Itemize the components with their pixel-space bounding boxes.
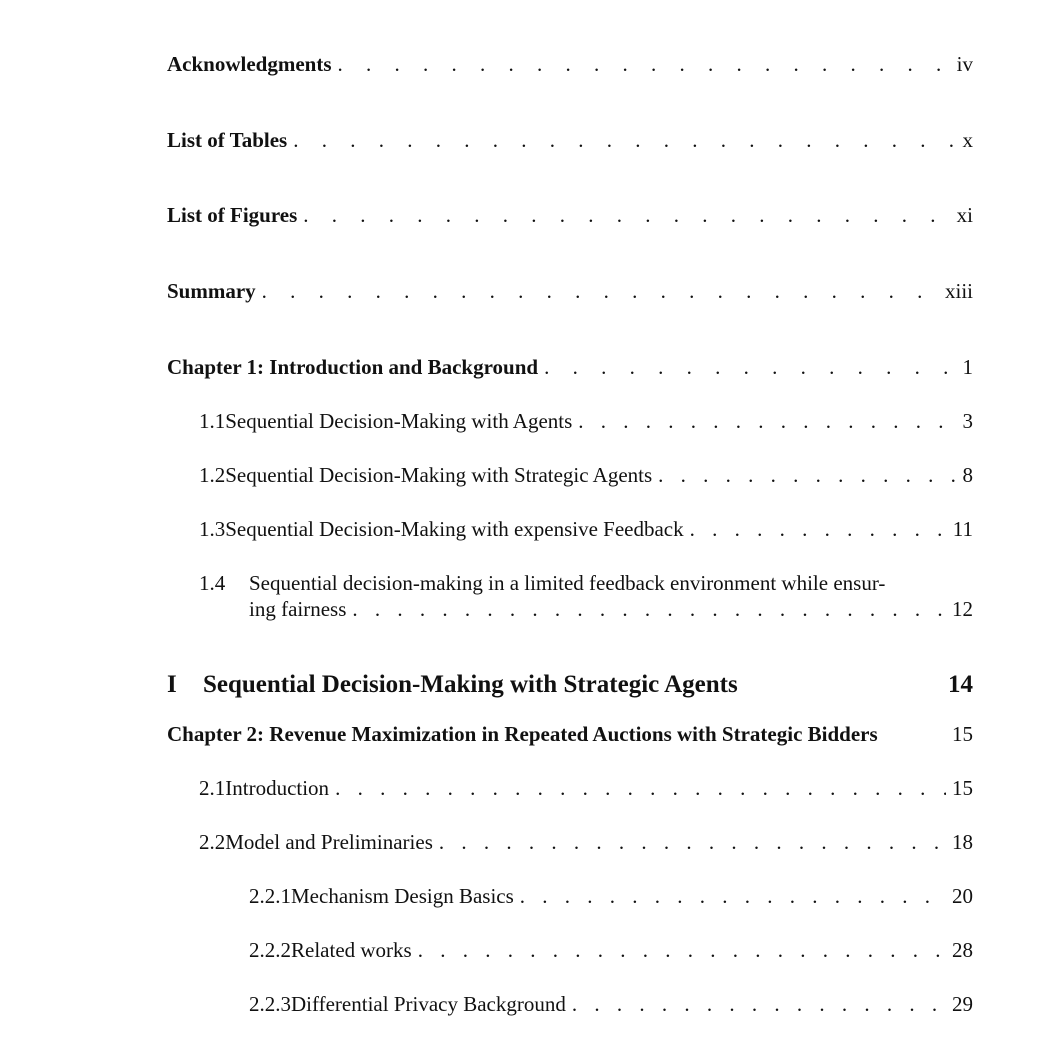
- subsection-title: Related works: [291, 938, 412, 962]
- section-number: 1.4: [199, 571, 226, 595]
- subsection-number: 2.2.2: [249, 938, 291, 962]
- subsection-number: 2.2.3: [249, 992, 291, 1016]
- toc-entry-page: 1: [962, 355, 973, 379]
- dot-leader: [578, 409, 956, 434]
- part-number: I: [167, 671, 177, 698]
- toc-section-2-2[interactable]: [0, 830, 1043, 855]
- section-page: 12: [952, 597, 973, 621]
- toc-subsection-2-2-2[interactable]: [0, 938, 1043, 963]
- dot-leader: [520, 884, 946, 909]
- part-page: 14: [948, 671, 973, 698]
- subsection-title: Mechanism Design Basics: [291, 884, 514, 908]
- toc-section-1-4[interactable]: [0, 571, 1043, 596]
- toc-chapter-title: Chapter 1: Introduction and Background: [167, 355, 539, 379]
- section-page: 15: [952, 776, 973, 800]
- toc-subsection-2-2-3[interactable]: [0, 992, 1043, 1017]
- dot-leader: [690, 517, 947, 542]
- dot-leader: [352, 597, 946, 622]
- toc-entry-page: 15: [952, 722, 973, 746]
- section-number: 1.2: [199, 463, 226, 487]
- section-number: 2.1: [199, 776, 226, 800]
- toc-chapter-title: Chapter 2: Revenue Maximization in Repeated Auctions with Strategic Bidders: [167, 722, 878, 746]
- section-number: 2.2: [199, 830, 226, 854]
- toc-entry-title: Acknowledgments: [167, 52, 332, 76]
- section-page: 18: [952, 830, 973, 854]
- toc-entry-list-of-figures[interactable]: [0, 203, 1043, 228]
- toc-entry-chapter-1[interactable]: [0, 355, 1043, 380]
- dot-leader: [262, 279, 939, 304]
- section-title: Sequential Decision-Making with expensive Feedback: [225, 517, 684, 541]
- subsection-page: 28: [952, 938, 973, 962]
- section-page: 8: [962, 463, 973, 487]
- subsection-number: 2.2.1: [249, 884, 291, 908]
- section-title: Sequential Decision-Making with Strategic Agents: [225, 463, 653, 487]
- section-number: 1.3: [199, 517, 226, 541]
- dot-leader: [544, 355, 956, 380]
- section-title-line-1: Sequential decision-making in a limited feedback environment while ensur-: [249, 571, 886, 595]
- toc-entry-chapter-2[interactable]: [0, 722, 1043, 747]
- subsection-title: Differential Privacy Background: [291, 992, 566, 1016]
- toc-entry-page: xi: [956, 203, 973, 227]
- section-page: 3: [962, 409, 973, 433]
- dot-leader: [418, 938, 946, 963]
- toc-entry-page: x: [962, 128, 973, 152]
- toc-section-1-4-continued[interactable]: [0, 597, 1043, 622]
- toc-part-1[interactable]: [0, 671, 1043, 699]
- toc-entry-acknowledgments[interactable]: [0, 52, 1043, 77]
- toc-section-1-1[interactable]: [0, 409, 1043, 434]
- subsection-page: 20: [952, 884, 973, 908]
- toc-subsection-2-2-1[interactable]: [0, 884, 1043, 909]
- section-number: 1.1: [199, 409, 226, 433]
- section-title: Introduction: [225, 776, 330, 800]
- dot-leader: [303, 203, 950, 228]
- part-title: Sequential Decision-Making with Strategic Agents: [203, 671, 738, 698]
- dot-leader: [293, 128, 956, 153]
- toc-section-1-2[interactable]: [0, 463, 1043, 488]
- toc-section-2-1[interactable]: [0, 776, 1043, 801]
- toc-entry-list-of-tables[interactable]: [0, 128, 1043, 153]
- toc-entry-title: Summary: [167, 279, 256, 303]
- section-title-line-2: ing fairness: [249, 597, 347, 621]
- toc-section-1-3[interactable]: [0, 517, 1043, 542]
- toc-entry-summary[interactable]: [0, 279, 1043, 304]
- toc-entry-page: iv: [956, 52, 973, 76]
- section-title: Sequential Decision-Making with Agents: [225, 409, 573, 433]
- dot-leader: [439, 830, 946, 855]
- dot-leader: [572, 992, 946, 1017]
- toc-entry-title: List of Figures: [167, 203, 298, 227]
- dot-leader: [338, 52, 951, 77]
- subsection-page: 29: [952, 992, 973, 1016]
- section-title: Model and Preliminaries: [225, 830, 433, 854]
- toc-entry-title: List of Tables: [167, 128, 288, 152]
- dot-leader: [335, 776, 946, 801]
- section-page: 11: [952, 517, 973, 541]
- dot-leader: [658, 463, 956, 488]
- toc-entry-page: xiii: [944, 279, 973, 303]
